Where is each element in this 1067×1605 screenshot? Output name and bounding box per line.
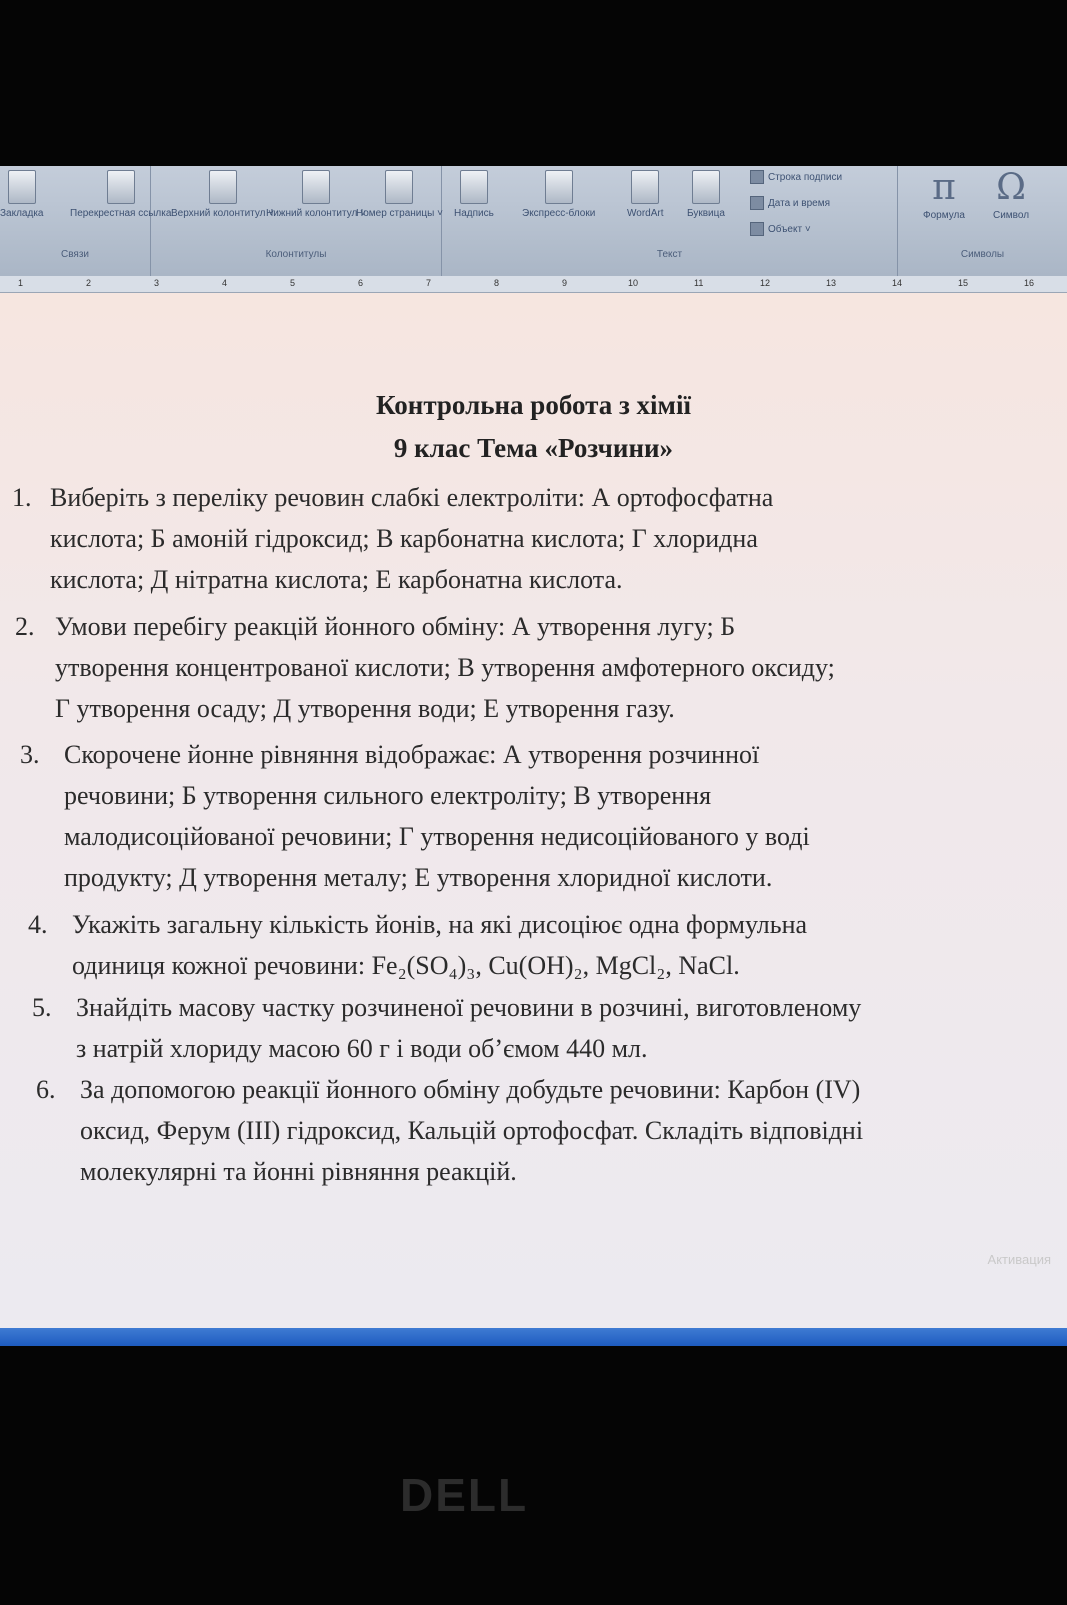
ribbon-group-text: [442, 166, 898, 276]
bookmark-icon: [8, 170, 36, 204]
question-text: Скорочене йонне рівняння відображає: А утворення розчинної речовини; Б утворення сильного електроліту; В утворення малодисоційованої речовини; Г утворення недисоційованого у воді продукту; Д утворення металу; Е утворення хлоридної кислоти.: [64, 740, 810, 892]
document-page[interactable]: [0, 293, 1067, 1328]
symbol-button[interactable]: Ω Символ: [993, 167, 1030, 221]
bookmark-button[interactable]: Закладка: [0, 170, 43, 219]
ruler-number: 4: [222, 278, 228, 288]
header-icon: [209, 170, 237, 204]
ruler-number: 16: [1024, 278, 1035, 288]
text-group-caption: Текст: [656, 249, 683, 260]
ruler-number: 1: [18, 278, 24, 288]
page-number-icon: [385, 170, 413, 204]
ribbon-group-symbols: [898, 166, 1067, 276]
omega-icon: Ω: [996, 167, 1026, 208]
ruler-number: 9: [562, 278, 568, 288]
insert-ribbon: [0, 166, 1067, 277]
ruler-number: 13: [826, 278, 837, 288]
ruler-number: 7: [426, 278, 432, 288]
document-title: Контрольна робота з хімії: [376, 390, 691, 420]
document-subtitle: 9 клас Тема «Розчини»: [393, 433, 674, 463]
calendar-icon: [750, 196, 764, 210]
page-number-button[interactable]: Номер страницы ˅: [356, 170, 443, 219]
ribbon-group-headers: [151, 166, 442, 276]
object-button[interactable]: Объект ˅: [750, 222, 811, 236]
drop-cap-icon: [692, 170, 720, 204]
signature-line-button[interactable]: Строка подписи: [750, 170, 842, 184]
footer-icon: [302, 170, 330, 204]
question-text: За допомогою реакції йонного обміну добудьте речовини: Карбон (IV) оксид, Ферум (III) гідроксид, Кальцій ортофосфат. Складіть відповідні молекулярні та йонні рівняння реакцій.: [80, 1075, 864, 1186]
ribbon-group-links: [0, 166, 172, 276]
equation-button[interactable]: π Формула: [923, 167, 965, 221]
question-text: Умови перебігу реакцій йонного обміну: А утворення лугу; Б утворення концентрованої кислоти; В утворення амфотерного оксиду; Г утворення осаду; Д утворення води; Е утворення газу.: [55, 612, 835, 723]
text-box-button[interactable]: Надпись: [454, 170, 494, 219]
question-number: 4.: [28, 910, 48, 939]
wordart-icon: [631, 170, 659, 204]
question-number: 3.: [20, 740, 40, 769]
monitor-brand-logo: DELL: [400, 1469, 529, 1521]
links-group-caption: Связи: [60, 249, 89, 260]
ruler-number: 5: [290, 278, 296, 288]
cross-reference-icon: [107, 170, 135, 204]
question-text: Знайдіть масову частку розчиненої речовини в розчині, виготовленому з натрій хлориду масою 60 г і води об’ємом 440 мл.: [76, 993, 862, 1063]
question-number: 2.: [15, 612, 35, 641]
ruler-number: 8: [494, 278, 500, 288]
footer-button[interactable]: Нижний колонтитул ˅: [266, 170, 366, 219]
ruler-number: 3: [154, 278, 160, 288]
signature-line-icon: [750, 170, 764, 184]
ruler-number: 6: [358, 278, 364, 288]
taskbar-edge: [0, 1328, 1067, 1346]
ruler-number: 10: [628, 278, 639, 288]
quick-parts-icon: [545, 170, 573, 204]
ruler-number: 2: [86, 278, 92, 288]
wordart-button[interactable]: WordArt: [627, 170, 664, 219]
question-number: 1.: [12, 483, 32, 512]
activation-watermark: Активация: [987, 1252, 1051, 1267]
cross-reference-button[interactable]: Перекрестная ссылка: [70, 170, 171, 219]
symbols-group-caption: Символы: [960, 249, 1005, 260]
ruler-number: 14: [892, 278, 903, 288]
ruler-number: 12: [760, 278, 771, 288]
question-text: Виберіть з переліку речовин слабкі електроліти: А ортофосфатна кислота; Б амоній гідроксид; В карбонатна кислота; Г хлоридна кислота; Д нітратна кислота; Е карбонатна кислота.: [50, 483, 774, 594]
date-time-button[interactable]: Дата и время: [750, 196, 830, 210]
pi-icon: π: [932, 167, 956, 208]
quick-parts-button[interactable]: Экспресс-блоки: [522, 170, 595, 219]
object-icon: [750, 222, 764, 236]
text-box-icon: [460, 170, 488, 204]
question-number: 5.: [32, 993, 52, 1022]
ruler-number: 11: [694, 278, 704, 288]
header-button[interactable]: Верхний колонтитул ˅: [171, 170, 274, 219]
drop-cap-button[interactable]: Буквица: [687, 170, 725, 219]
question-text: Укажіть загальну кількість йонів, на які дисоціює одна формульна одиниця кожної речовини: Fe₂(SO₄)₃, Cu(OH)₂, MgCl₂, NaCl.: [72, 910, 808, 980]
ruler-number: 15: [958, 278, 969, 288]
question-number: 6.: [36, 1075, 56, 1104]
headers-group-caption: Колонтитулы: [265, 249, 327, 260]
horizontal-ruler[interactable]: [0, 276, 1067, 293]
